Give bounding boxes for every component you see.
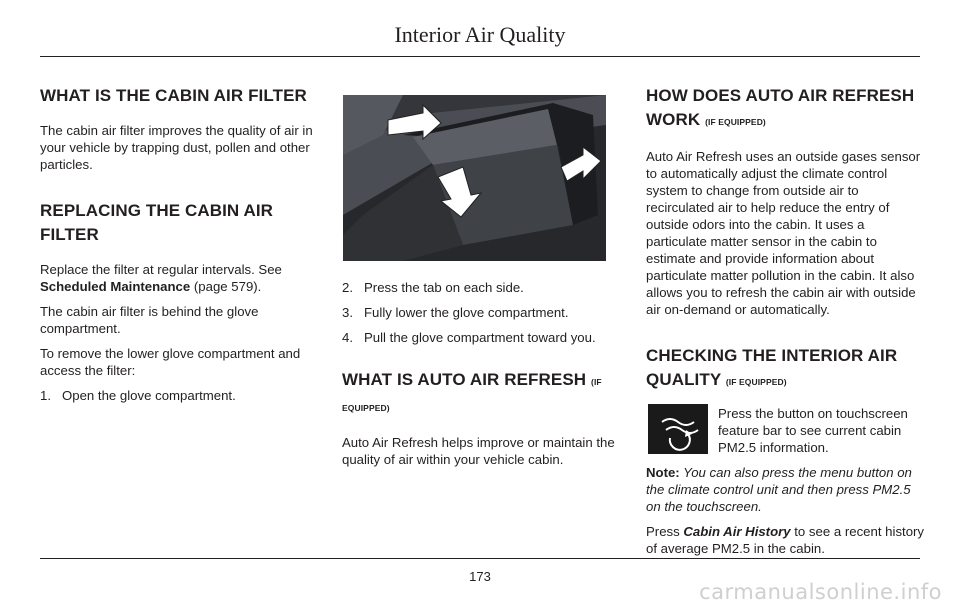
heading-suffix: (IF EQUIPPED)	[342, 377, 602, 413]
step-number: 1.	[40, 388, 51, 403]
paragraph-auto-refresh: Auto Air Refresh helps improve or maintain the quality of air within your vehicle cabin.	[342, 435, 615, 467]
heading-replacing-filter: REPLACING THE CABIN AIR FILTER	[40, 201, 274, 244]
column-middle	[342, 84, 622, 468]
glove-compartment-illustration	[343, 95, 606, 261]
step-text: Open the glove compartment.	[62, 388, 236, 403]
cabin-air-history-label: Cabin Air History	[683, 524, 791, 539]
note	[646, 464, 926, 515]
step-4	[342, 329, 622, 346]
paragraph-how-does: Auto Air Refresh uses an outside gases sensor to automatically adjust the climate control system to change from outside air to recirculated air to help reduce the entry of outside odors into the cabin. It uses a particulate matter sensor in the cabin to estimate and provide information about particulate matter pollution in the cabin. It also allows you to refresh the cabin air with outside air on-demand or automatically.	[646, 149, 921, 317]
heading-line-2: QUALITY	[646, 370, 722, 389]
heading-line-2: WORK	[646, 110, 701, 129]
heading-line-1: CHECKING THE INTERIOR AIR	[646, 346, 898, 365]
step-text: Fully lower the glove compartment.	[364, 305, 569, 320]
page-number: 173	[469, 569, 491, 584]
heading-what-is-cabin-air-filter: WHAT IS THE CABIN AIR FILTER	[40, 86, 307, 105]
watermark: carmanualsonline.info	[699, 580, 942, 604]
note-label: Note:	[646, 465, 680, 480]
replace-interval-text: Replace the filter at regular intervals. See	[40, 262, 282, 277]
paragraph-replace-interval	[40, 261, 322, 295]
air-quality-icon	[648, 404, 708, 454]
step-2	[342, 279, 622, 296]
scheduled-maintenance-link[interactable]: Scheduled Maintenance	[40, 279, 191, 294]
column-right	[646, 84, 926, 557]
step-number: 3.	[342, 305, 353, 320]
paragraph-press-button: Press the button on touchscreen feature bar to see current cabin PM2.5 information.	[718, 406, 908, 455]
paragraph-filter-intro: The cabin air filter improves the quality of air in your vehicle by trapping dust, pollen and other particles.	[40, 123, 313, 172]
press-post-text: to see a recent history of average PM2.5 in the cabin.	[646, 524, 925, 556]
footer-divider	[40, 558, 920, 559]
heading-checking-interior-air	[646, 344, 926, 394]
note-text: You can also press the menu button on the climate control unit and then press PM2.5 on the touchscreen.	[646, 465, 912, 514]
paragraph-cabin-air-history	[646, 523, 926, 557]
step-text: Pull the glove compartment toward you.	[364, 330, 596, 345]
pm25-instruction	[646, 404, 926, 456]
heading-suffix: (IF EQUIPPED)	[705, 117, 766, 127]
heading-how-does-auto-air-refresh	[646, 84, 926, 134]
heading-line-1: HOW DOES AUTO AIR REFRESH	[646, 86, 915, 105]
page-reference: (page 579).	[190, 279, 262, 294]
step-3	[342, 304, 622, 321]
heading-suffix: (IF EQUIPPED)	[725, 377, 787, 387]
step-number: 4.	[342, 330, 353, 345]
paragraph-remove-instructions: To remove the lower glove compartment and access the filter:	[40, 346, 301, 378]
heading-what-is-auto-air-refresh	[342, 368, 622, 420]
column-left	[40, 84, 322, 404]
step-1	[40, 387, 322, 404]
page-title: Interior Air Quality	[394, 22, 566, 47]
step-text: Press the tab on each side.	[364, 280, 524, 295]
step-number: 2.	[342, 280, 353, 295]
title-divider	[40, 56, 920, 57]
paragraph-behind-glove: The cabin air filter is behind the glove compartment.	[40, 304, 259, 336]
heading-text: WHAT IS AUTO AIR REFRESH	[342, 370, 587, 389]
press-text: Press	[646, 524, 684, 539]
